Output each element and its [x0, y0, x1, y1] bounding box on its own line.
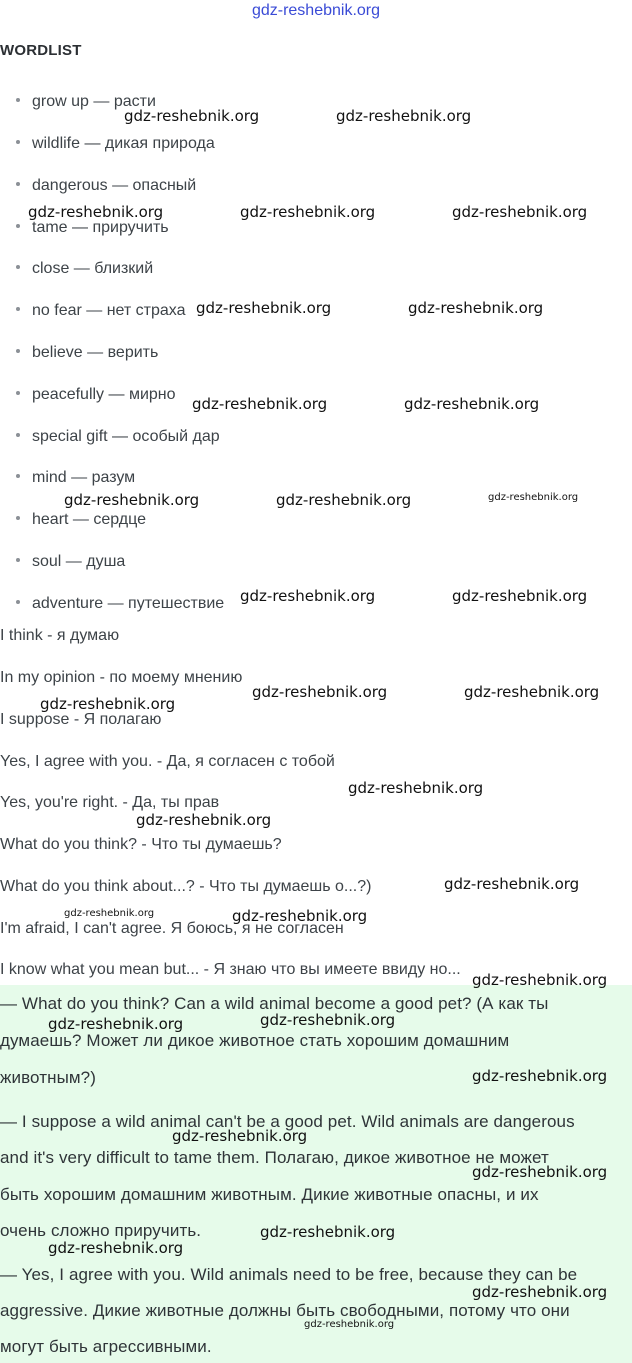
- bullet-icon: [16, 558, 20, 562]
- watermark: gdz-reshebnik.org: [136, 811, 272, 829]
- word-text: dangerous — опасный: [32, 177, 197, 194]
- dialog-line: могут быть агрессивными.: [0, 1337, 212, 1356]
- watermark: gdz-reshebnik.org: [488, 492, 579, 503]
- bullet-icon: [16, 307, 20, 311]
- watermark: gdz-reshebnik.org: [192, 395, 328, 413]
- watermark: gdz-reshebnik.org: [48, 1239, 184, 1257]
- bullet-icon: [16, 474, 20, 478]
- watermark: gdz-reshebnik.org: [124, 107, 260, 125]
- phrase-line: I know what you mean but... - Я знаю что вы имеете ввиду но...: [0, 961, 461, 978]
- watermark: gdz-reshebnik.org: [472, 1067, 608, 1085]
- word-text: soul — душа: [32, 553, 126, 570]
- watermark: gdz-reshebnik.org: [472, 1163, 608, 1181]
- watermark: gdz-reshebnik.org: [276, 491, 412, 509]
- dialog-line: животным?): [0, 1068, 96, 1087]
- list-item: [16, 344, 158, 362]
- phrase-line: I think - я думаю: [0, 627, 120, 644]
- watermark: gdz-reshebnik.org: [252, 683, 388, 701]
- top-watermark: gdz-reshebnik.org: [251, 2, 381, 19]
- phrase-line: Yes, you're right. - Да, ты прав: [0, 794, 220, 811]
- dialog-line: — Yes, I agree with you. Wild animals need to be free, because they can be: [0, 1265, 578, 1284]
- watermark: gdz-reshebnik.org: [28, 203, 164, 221]
- list-item: [16, 428, 220, 446]
- phrase-line: I'm afraid, I can't agree. Я боюсь, я не согласен: [0, 920, 344, 937]
- bullet-icon: [16, 98, 20, 102]
- watermark: gdz-reshebnik.org: [348, 779, 484, 797]
- bullet-icon: [16, 391, 20, 395]
- phrase-line: Yes, I agree with you. - Да, я согласен с тобой: [0, 753, 335, 770]
- dialog-line: — I suppose a wild animal can't be a good pet. Wild animals are dangerous: [0, 1112, 575, 1131]
- watermark: gdz-reshebnik.org: [48, 1015, 184, 1033]
- word-text: adventure — путешествие: [32, 595, 225, 612]
- bullet-icon: [16, 182, 20, 186]
- watermark: gdz-reshebnik.org: [452, 203, 588, 221]
- phrase-line: In my opinion - по моему мнению: [0, 669, 243, 686]
- word-text: close — близкий: [32, 260, 154, 277]
- watermark: gdz-reshebnik.org: [260, 1011, 396, 1029]
- watermark: gdz-reshebnik.org: [64, 908, 155, 919]
- watermark: gdz-reshebnik.org: [64, 491, 200, 509]
- word-text: heart — сердце: [32, 511, 147, 528]
- word-text: believe — верить: [32, 344, 159, 361]
- list-item: [16, 135, 215, 153]
- phrase-line: What do you think? - Что ты думаешь?: [0, 836, 282, 853]
- dialog-line: aggressive. Дикие животные должны быть свободными, потому что они: [0, 1301, 570, 1320]
- watermark: gdz-reshebnik.org: [240, 203, 376, 221]
- word-text: wildlife — дикая природа: [32, 135, 215, 152]
- word-text: peacefully — мирно: [32, 386, 176, 403]
- list-item: [16, 177, 196, 195]
- bullet-icon: [16, 140, 20, 144]
- watermark: gdz-reshebnik.org: [172, 1127, 308, 1145]
- watermark: gdz-reshebnik.org: [464, 683, 600, 701]
- watermark: gdz-reshebnik.org: [404, 395, 540, 413]
- list-item: [16, 302, 186, 320]
- list-item: [16, 595, 224, 613]
- wordlist-heading: WORDLIST: [0, 42, 82, 59]
- bullet-icon: [16, 349, 20, 353]
- watermark: gdz-reshebnik.org: [240, 587, 376, 605]
- dialog-line: думаешь? Может ли дикое животное стать хорошим домашним: [0, 1031, 510, 1050]
- watermark: gdz-reshebnik.org: [444, 875, 580, 893]
- dialog-line: очень сложно приручить.: [0, 1221, 202, 1240]
- word-text: mind — разум: [32, 469, 136, 486]
- watermark: gdz-reshebnik.org: [408, 299, 544, 317]
- watermark: gdz-reshebnik.org: [472, 971, 608, 989]
- word-text: tame — приручить: [32, 219, 169, 236]
- word-text: grow up — расти: [32, 93, 156, 110]
- list-item: [16, 511, 146, 529]
- bullet-icon: [16, 265, 20, 269]
- watermark: gdz-reshebnik.org: [304, 1319, 395, 1330]
- dialog-line: — What do you think? Can a wild animal become a good pet? (А как ты: [0, 994, 549, 1013]
- bullet-icon: [16, 433, 20, 437]
- word-text: special gift — особый дар: [32, 428, 220, 445]
- watermark: gdz-reshebnik.org: [336, 107, 472, 125]
- list-item: [16, 553, 125, 571]
- watermark: gdz-reshebnik.org: [260, 1223, 396, 1241]
- list-item: [16, 469, 135, 487]
- dialog-line: and it's very difficult to tame them. Полагаю, дикое животное не может: [0, 1148, 549, 1167]
- watermark: gdz-reshebnik.org: [452, 587, 588, 605]
- list-item: [16, 386, 176, 404]
- list-item: [16, 219, 169, 237]
- dialog-line: быть хорошим домашним животным. Дикие животные опасны, и их: [0, 1185, 539, 1204]
- watermark: gdz-reshebnik.org: [196, 299, 332, 317]
- bullet-icon: [16, 600, 20, 604]
- watermark: gdz-reshebnik.org: [232, 907, 368, 925]
- bullet-icon: [16, 224, 20, 228]
- list-item: [16, 260, 153, 278]
- word-text: no fear — нет страха: [32, 302, 186, 319]
- phrase-line: I suppose - Я полагаю: [0, 711, 162, 728]
- watermark: gdz-reshebnik.org: [472, 1283, 608, 1301]
- watermark: gdz-reshebnik.org: [40, 695, 176, 713]
- phrase-line: What do you think about...? - Что ты думаешь о...?): [0, 878, 372, 895]
- bullet-icon: [16, 516, 20, 520]
